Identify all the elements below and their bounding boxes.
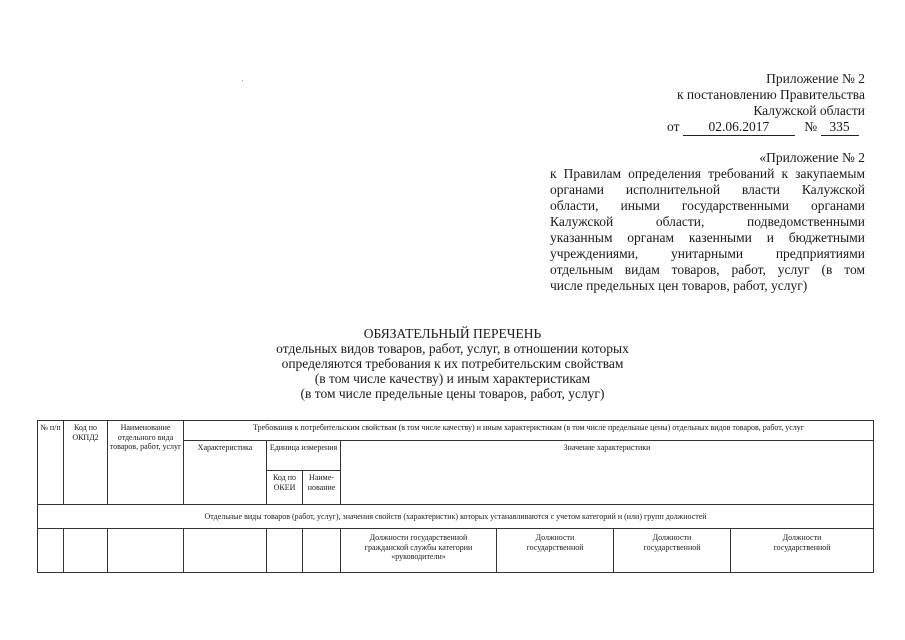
table-cell (108, 529, 184, 573)
scan-artifact (242, 80, 243, 81)
col-header-characteristic: Характеристика (184, 441, 267, 505)
appendix-resolution: к постановлению Правительства (676, 87, 865, 102)
section-row: Отдельные виды товаров (работ, услуг), значения свойств (характеристик) которых устанавливаются с учетом категорий и (или) групп должностей (38, 505, 874, 529)
position-header-heads: Должности государственной гражданской службы категории «руководители» (341, 529, 497, 573)
table-cell (267, 529, 303, 573)
date-prefix: от (667, 119, 680, 134)
date-value: 02.06.2017 (683, 119, 795, 136)
col-header-unit: Единица измерения (267, 441, 341, 471)
appendix-header (600, 71, 865, 119)
requirements-table (37, 420, 874, 573)
position-header: Должности государственной (497, 529, 614, 573)
table-cell (303, 529, 341, 573)
title-line: (в том числе предельные цены товаров, работ, услуг) (300, 386, 605, 401)
appendix-title: Приложение № 2 (766, 71, 865, 86)
title-line: отдельных видов товаров, работ, услуг, в отношении которых (276, 341, 629, 356)
rules-line: Калужской области, подведомственными (550, 214, 865, 229)
title-line: (в том числе качеству) и иным характеристикам (314, 371, 591, 386)
title-main: ОБЯЗАТЕЛЬНЫЙ ПЕРЕЧЕНЬ (363, 326, 542, 341)
position-header: Должности государственной (614, 529, 731, 573)
col-header-unit-code: Код по ОКЕИ (267, 471, 303, 505)
appendix-region: Калужской области (753, 103, 865, 118)
col-header-unit-name: Наиме-нование (303, 471, 341, 505)
number-value: 335 (821, 119, 859, 136)
rules-line: органами исполнительной власти Калужской (550, 182, 865, 197)
table-cell (38, 529, 64, 573)
rules-appendix-title: «Приложение № 2 (759, 150, 865, 165)
rules-line: отдельным видам товаров, работ, услуг (в том (550, 262, 865, 277)
col-header-value: Значение характеристики (341, 441, 874, 505)
table-cell (184, 529, 267, 573)
rules-line-last: числе предельных цен товаров, работ, услуг) (550, 278, 808, 293)
rules-line: указанным органам казенными и бюджетными (550, 230, 865, 245)
rules-line: к Правилам определения требований к закупаемым (550, 166, 865, 181)
col-header-code: Код по ОКПД2 (64, 421, 108, 505)
col-header-name: Наименование отдельного вида товаров, работ, услуг (108, 421, 184, 505)
document-title (0, 326, 905, 401)
title-line: определяются требования к их потребительским свойствам (281, 356, 624, 371)
table-cell (64, 529, 108, 573)
col-header-num: № п/п (38, 421, 64, 505)
rules-line: учреждениями, унитарными предприятиями (550, 246, 865, 261)
requirements-header: Требования к потребительским свойствам (в том числе качеству) и иным характеристикам (в том числе предельные цены) отдельных видов товаров, работ, услуг (184, 421, 874, 441)
rules-appendix (550, 150, 865, 294)
position-header: Должности государственной (731, 529, 874, 573)
rules-line: области, иными государственными органами (550, 198, 865, 213)
appendix-date-line (667, 119, 867, 136)
number-sign: № (804, 119, 818, 134)
